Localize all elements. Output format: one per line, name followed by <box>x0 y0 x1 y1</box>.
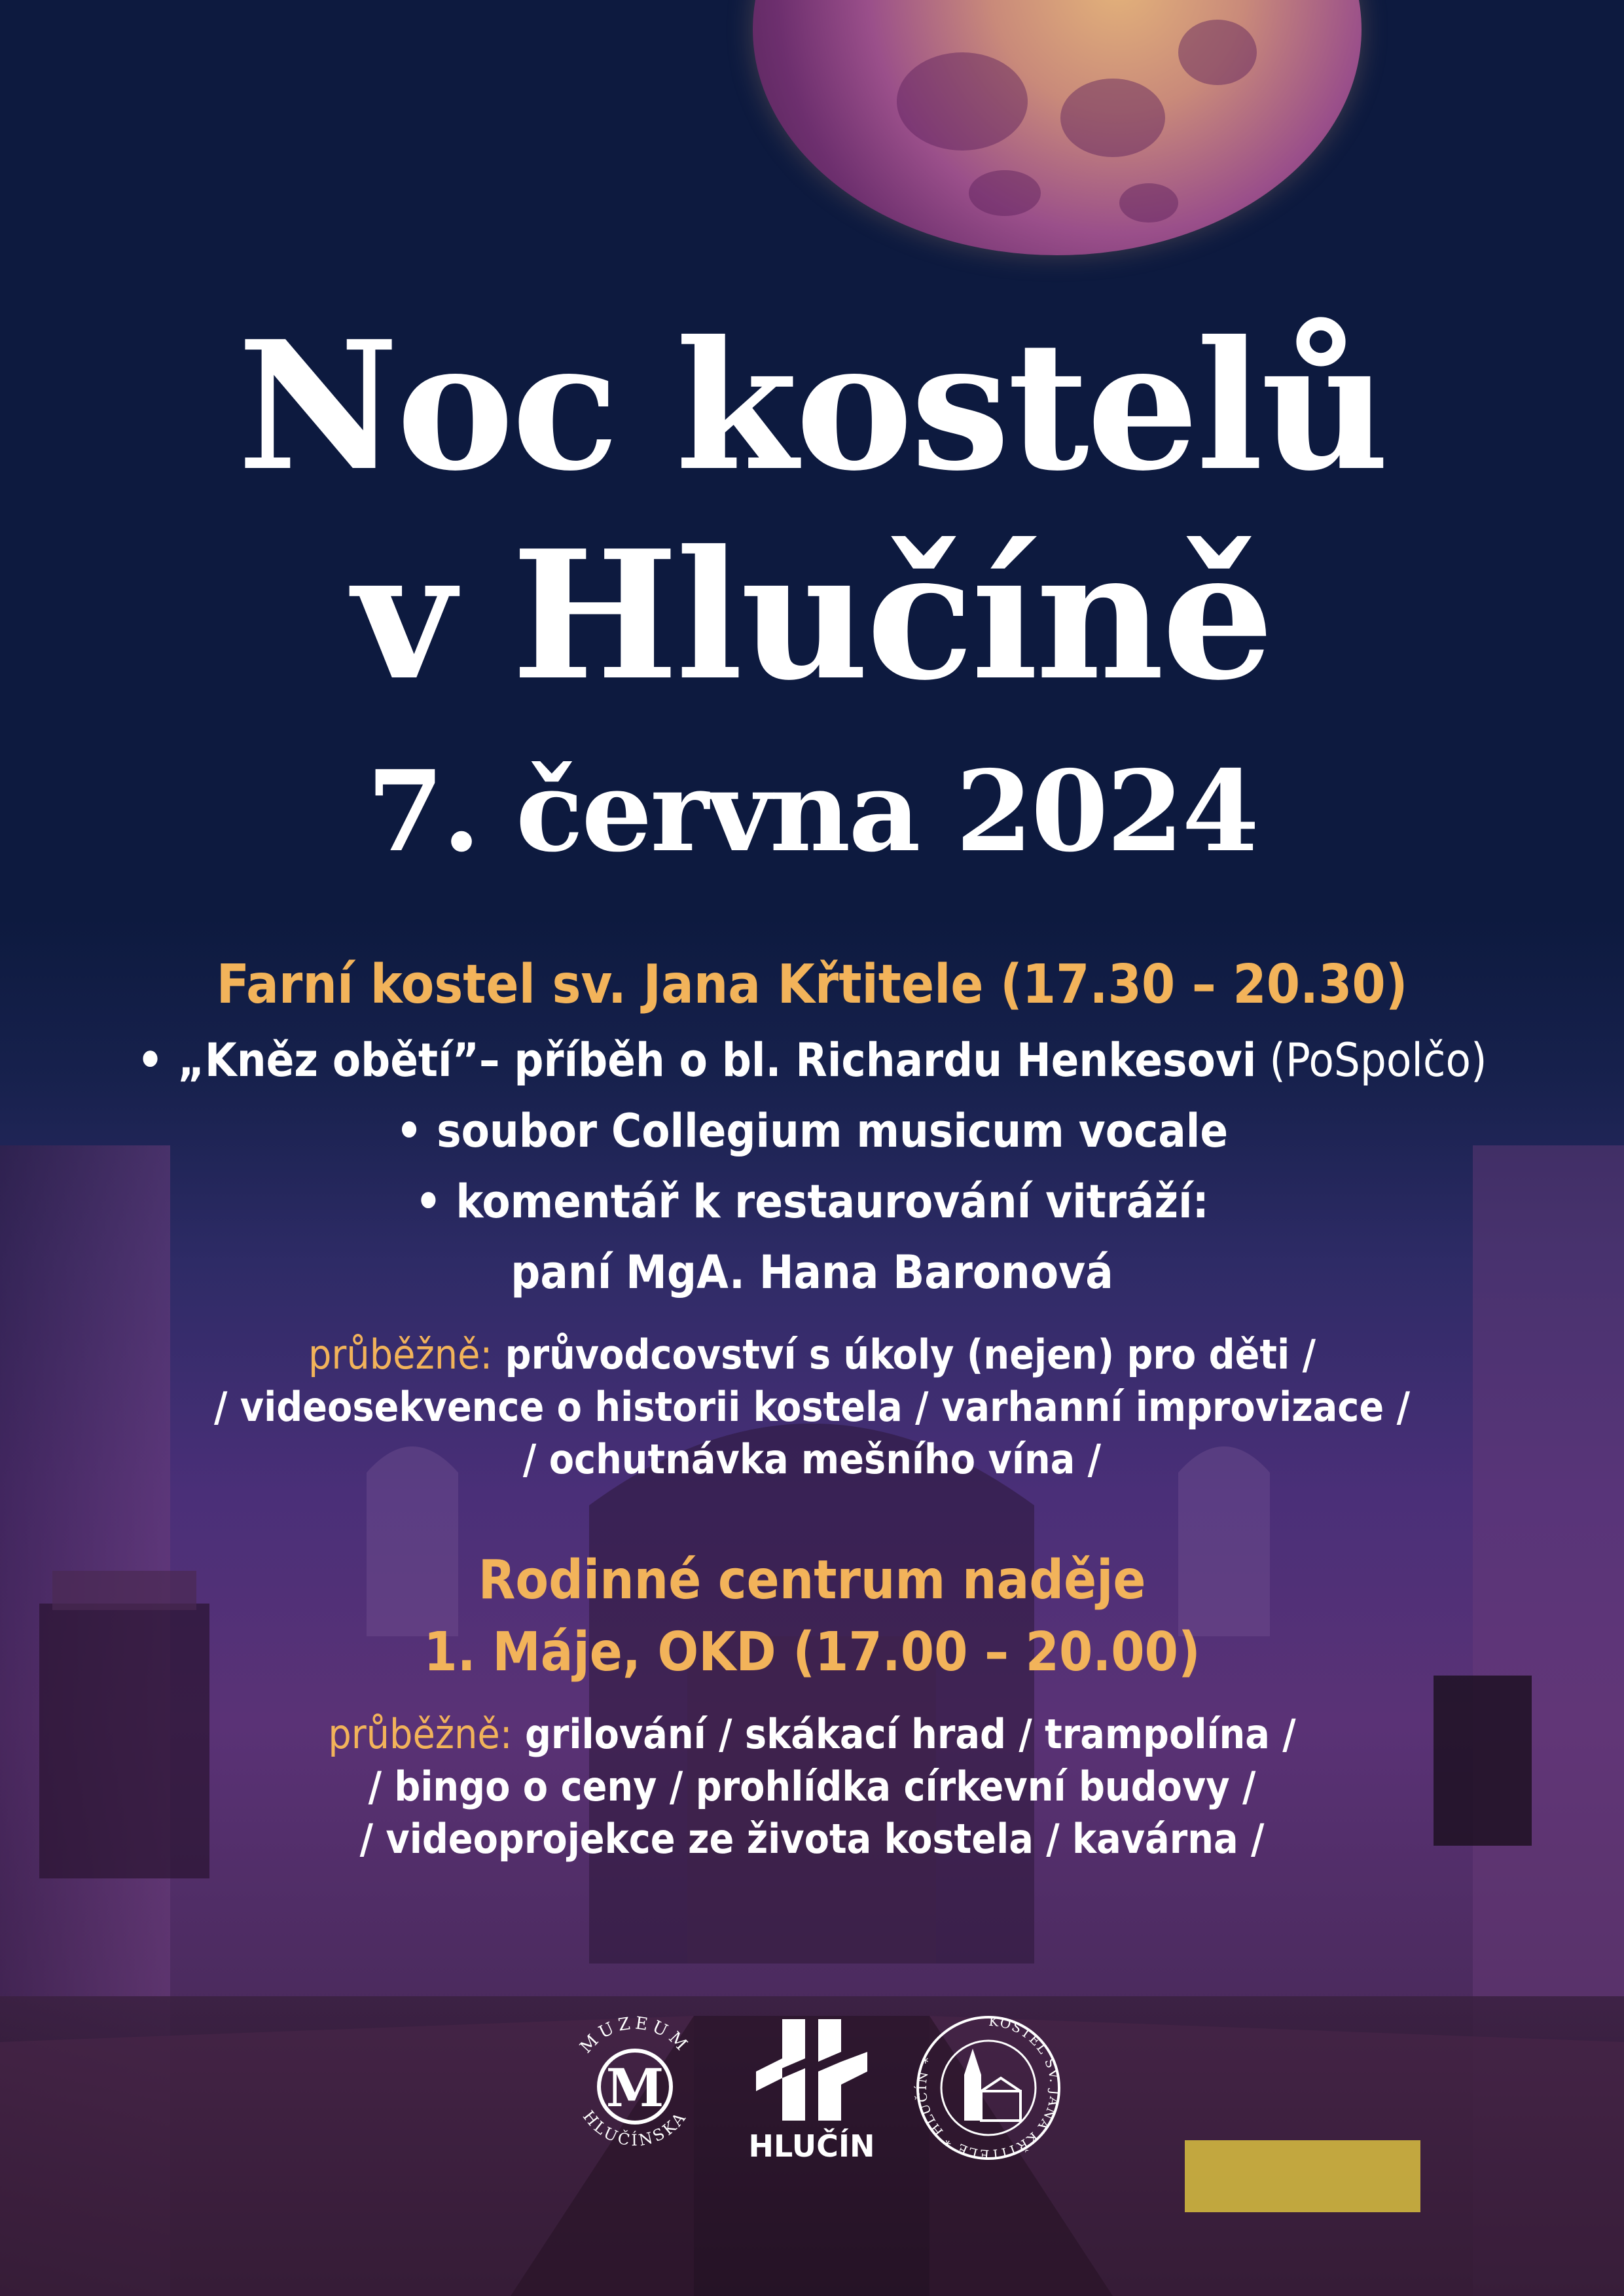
hlucin-city-logo <box>746 2013 877 2170</box>
section2-ongoing-lead: průběžně: <box>328 1710 513 1758</box>
section2-ongoing-text-1: grilování / skákací hrad / trampolína / <box>512 1710 1296 1758</box>
muzeum-bottom-text: HLUČÍNSKA <box>579 2107 691 2150</box>
kostel-ring-text: KOSTEL SV. JANA KŘTITELE * HLUČÍN * <box>913 2013 1064 2163</box>
section1-ongoing-line-3: / ochutnávka mešního vína / <box>522 1435 1102 1483</box>
section1-ongoing-text-1: průvodcovství s úkoly (nejen) pro děti / <box>492 1331 1316 1378</box>
title-line-2: v Hlučíně <box>352 511 1272 719</box>
section2-heading-line-2: 1. Máje, OKD (17.00 – 20.00) <box>424 1621 1200 1683</box>
hlucin-mark-icon <box>746 2013 877 2124</box>
section2-ongoing-line-3: / videoprojekce ze života kostela / kavárna / <box>359 1815 1265 1863</box>
section1-ongoing-lead: průběžně: <box>308 1331 493 1378</box>
section1-ongoing-line-1 <box>0 1329 1624 1381</box>
muzeum-top-text: MUZEUM <box>576 2013 694 2058</box>
kostel-logo <box>913 2013 1064 2163</box>
event-date: 7. června 2024 <box>367 746 1257 877</box>
section1-item-3-cont: paní MgA. Hana Baronová <box>511 1246 1113 1299</box>
section1-heading: Farní kostel sv. Jana Křtitele (17.30 – 20.30) <box>216 954 1408 1016</box>
section1-item-1-extra: (PoSpolčo) <box>1256 1033 1487 1087</box>
section1-item-3: • komentář k restaurování vitráží: <box>415 1175 1209 1229</box>
kostel-logo-graphic <box>913 2013 1064 2163</box>
section2-ongoing-line-1 <box>0 1708 1624 1761</box>
section1-ongoing-line-2: / videosekvence o historii kostela / varhanní improvizace / <box>213 1383 1410 1431</box>
section1-item-2: • soubor Collegium musicum vocale <box>395 1104 1229 1158</box>
section2-ongoing-line-2: / bingo o ceny / prohlídka církevní budovy / <box>368 1763 1256 1810</box>
title-line-1: Noc kostelů <box>237 302 1387 510</box>
section1-item-1 <box>0 1031 1624 1090</box>
hlucin-logo-text: HLUČÍN <box>748 2128 875 2164</box>
muzeum-monogram: M <box>605 2057 664 2119</box>
muzeum-hlucinska-logo <box>560 2009 710 2160</box>
section2-heading-line-1: Rodinné centrum naděje <box>478 1549 1146 1611</box>
section1-item-1-main: • „Kněz obětí”– příběh o bl. Richardu Henkesovi <box>137 1033 1257 1087</box>
muzeum-logo-graphic <box>560 2009 710 2160</box>
